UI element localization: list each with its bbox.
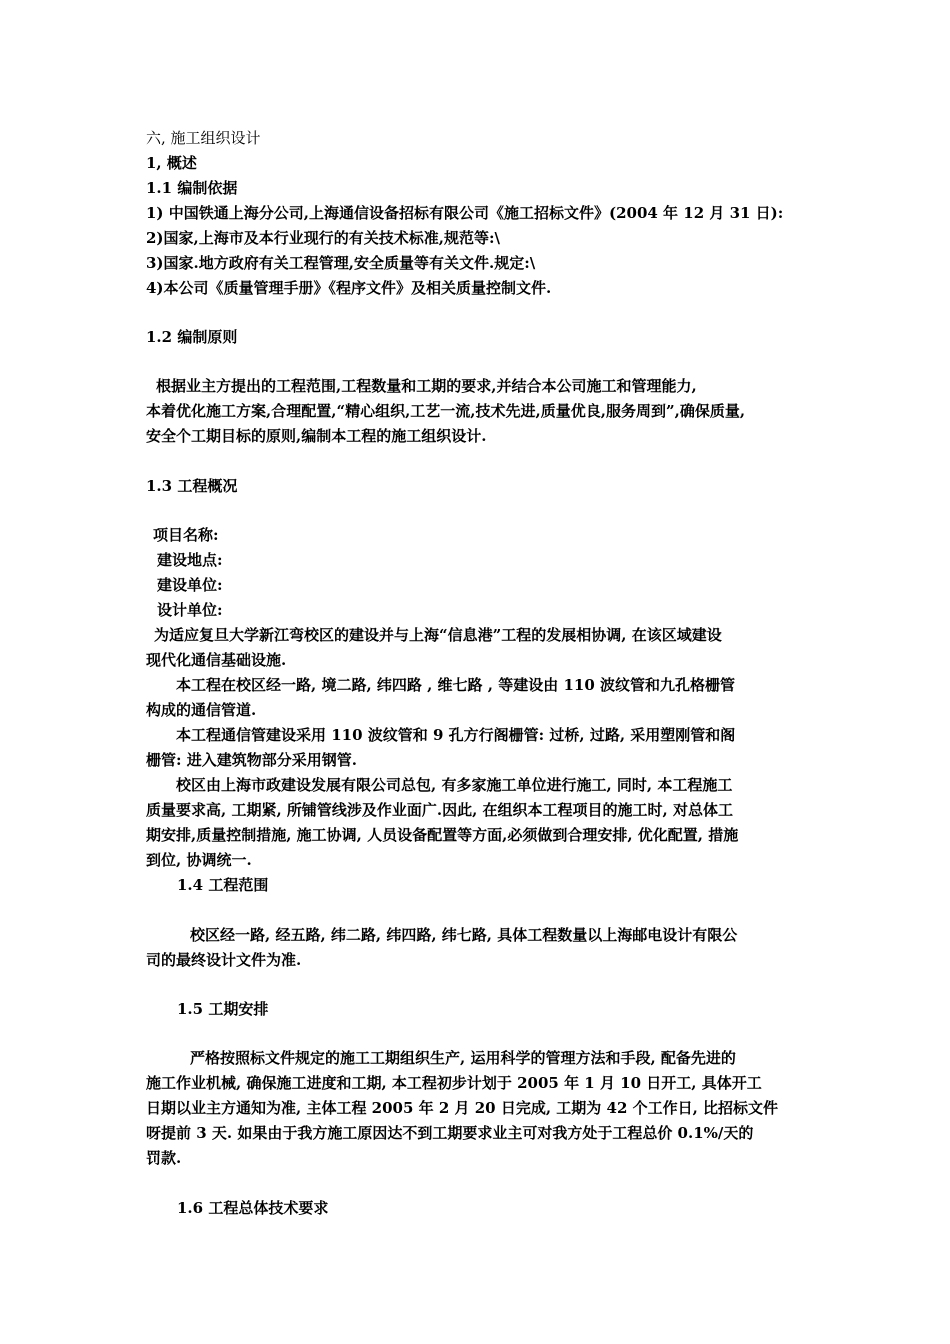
section-heading: 1.5 工期安排: [177, 1000, 269, 1018]
field-label: 建设单位:: [157, 576, 223, 594]
paragraph-line: 施工作业机械, 确保施工进度和工期, 本工程初步计划于 2005 年 1 月 10 日开工, 具体开工: [146, 1074, 762, 1092]
document-title: 六, 施工组织设计: [146, 129, 261, 147]
paragraph-line: 本工程在校区经一路, 境二路, 纬四路 , 维七路 , 等建设由 110 波纹管和九孔格栅管: [176, 676, 735, 694]
section-heading: 1.6 工程总体技术要求: [177, 1199, 329, 1217]
section-heading: 1.3 工程概况: [146, 477, 238, 495]
paragraph-line: 校区经一路, 经五路, 纬二路, 纬四路, 纬七路, 具体工程数量以上海邮电设计有限公: [190, 926, 738, 944]
paragraph-line: 构成的通信管道.: [146, 701, 257, 719]
paragraph-line: 日期以业主方通知为准, 主体工程 2005 年 2 月 20 日完成, 工期为 42 个工作日, 比招标文件: [146, 1099, 779, 1117]
paragraph-line: 为适应复旦大学新江弯校区的建设并与上海“信息港”工程的发展相协调, 在该区域建设: [154, 626, 722, 644]
paragraph-line: 校区由上海市政建设发展有限公司总包, 有多家施工单位进行施工, 同时, 本工程施工: [176, 776, 733, 794]
paragraph-line: 罚款.: [146, 1149, 182, 1167]
section-heading: 1, 概述: [146, 154, 197, 172]
paragraph-line: 4)本公司《质量管理手册》《程序文件》及相关质量控制文件.: [146, 279, 552, 297]
paragraph-line: 本工程通信管建设采用 110 波纹管和 9 孔方行阁栅管: 过桥, 过路, 采用塑刚管和阁: [176, 726, 736, 744]
paragraph-line: 1) 中国铁通上海分公司,上海通信设备招标有限公司《施工招标文件》(2004 年 12 月 31 日):: [146, 204, 784, 222]
paragraph-line: 安全个工期目标的原则,编制本工程的施工组织设计.: [146, 427, 487, 445]
section-heading: 1.2 编制原则: [146, 328, 238, 346]
paragraph-line: 司的最终设计文件为准.: [146, 951, 302, 969]
paragraph-line: 严格按照标文件规定的施工工期组织生产, 运用科学的管理方法和手段, 配备先进的: [190, 1049, 736, 1067]
field-label: 项目名称:: [153, 526, 219, 544]
paragraph-line: 3)国家.地方政府有关工程管理,安全质量等有关文件.规定:\: [146, 254, 536, 272]
paragraph-line: 期安排,质量控制措施, 施工协调, 人员设备配置等方面,必须做到合理安排, 优化配置, 措施: [146, 826, 739, 844]
section-heading: 1.1 编制依据: [146, 179, 238, 197]
paragraph-line: 呀提前 3 天. 如果由于我方施工原因达不到工期要求业主可对我方处于工程总价 0.1%/天的: [146, 1124, 754, 1142]
paragraph-line: 栅管: 进入建筑物部分采用钢管.: [146, 751, 357, 769]
paragraph-line: 根据业主方提出的工程范围,工程数量和工期的要求,并结合本公司施工和管理能力,: [156, 377, 697, 395]
field-label: 设计单位:: [157, 601, 223, 619]
section-heading: 1.4 工程范围: [177, 876, 269, 894]
paragraph-line: 本着优化施工方案,合理配置,“精心组织,工艺一流,技术先进,质量优良,服务周到”,确保质量,: [146, 402, 746, 420]
paragraph-line: 到位, 协调统一.: [146, 851, 252, 869]
paragraph-line: 2)国家,上海市及本行业现行的有关技术标准,规范等:\: [146, 229, 500, 247]
paragraph-line: 质量要求高, 工期紧, 所铺管线涉及作业面广.因此, 在组织本工程项目的施工时, 对总体工: [146, 801, 734, 819]
field-label: 建设地点:: [157, 551, 223, 569]
paragraph-line: 现代化通信基础设施.: [146, 651, 287, 669]
